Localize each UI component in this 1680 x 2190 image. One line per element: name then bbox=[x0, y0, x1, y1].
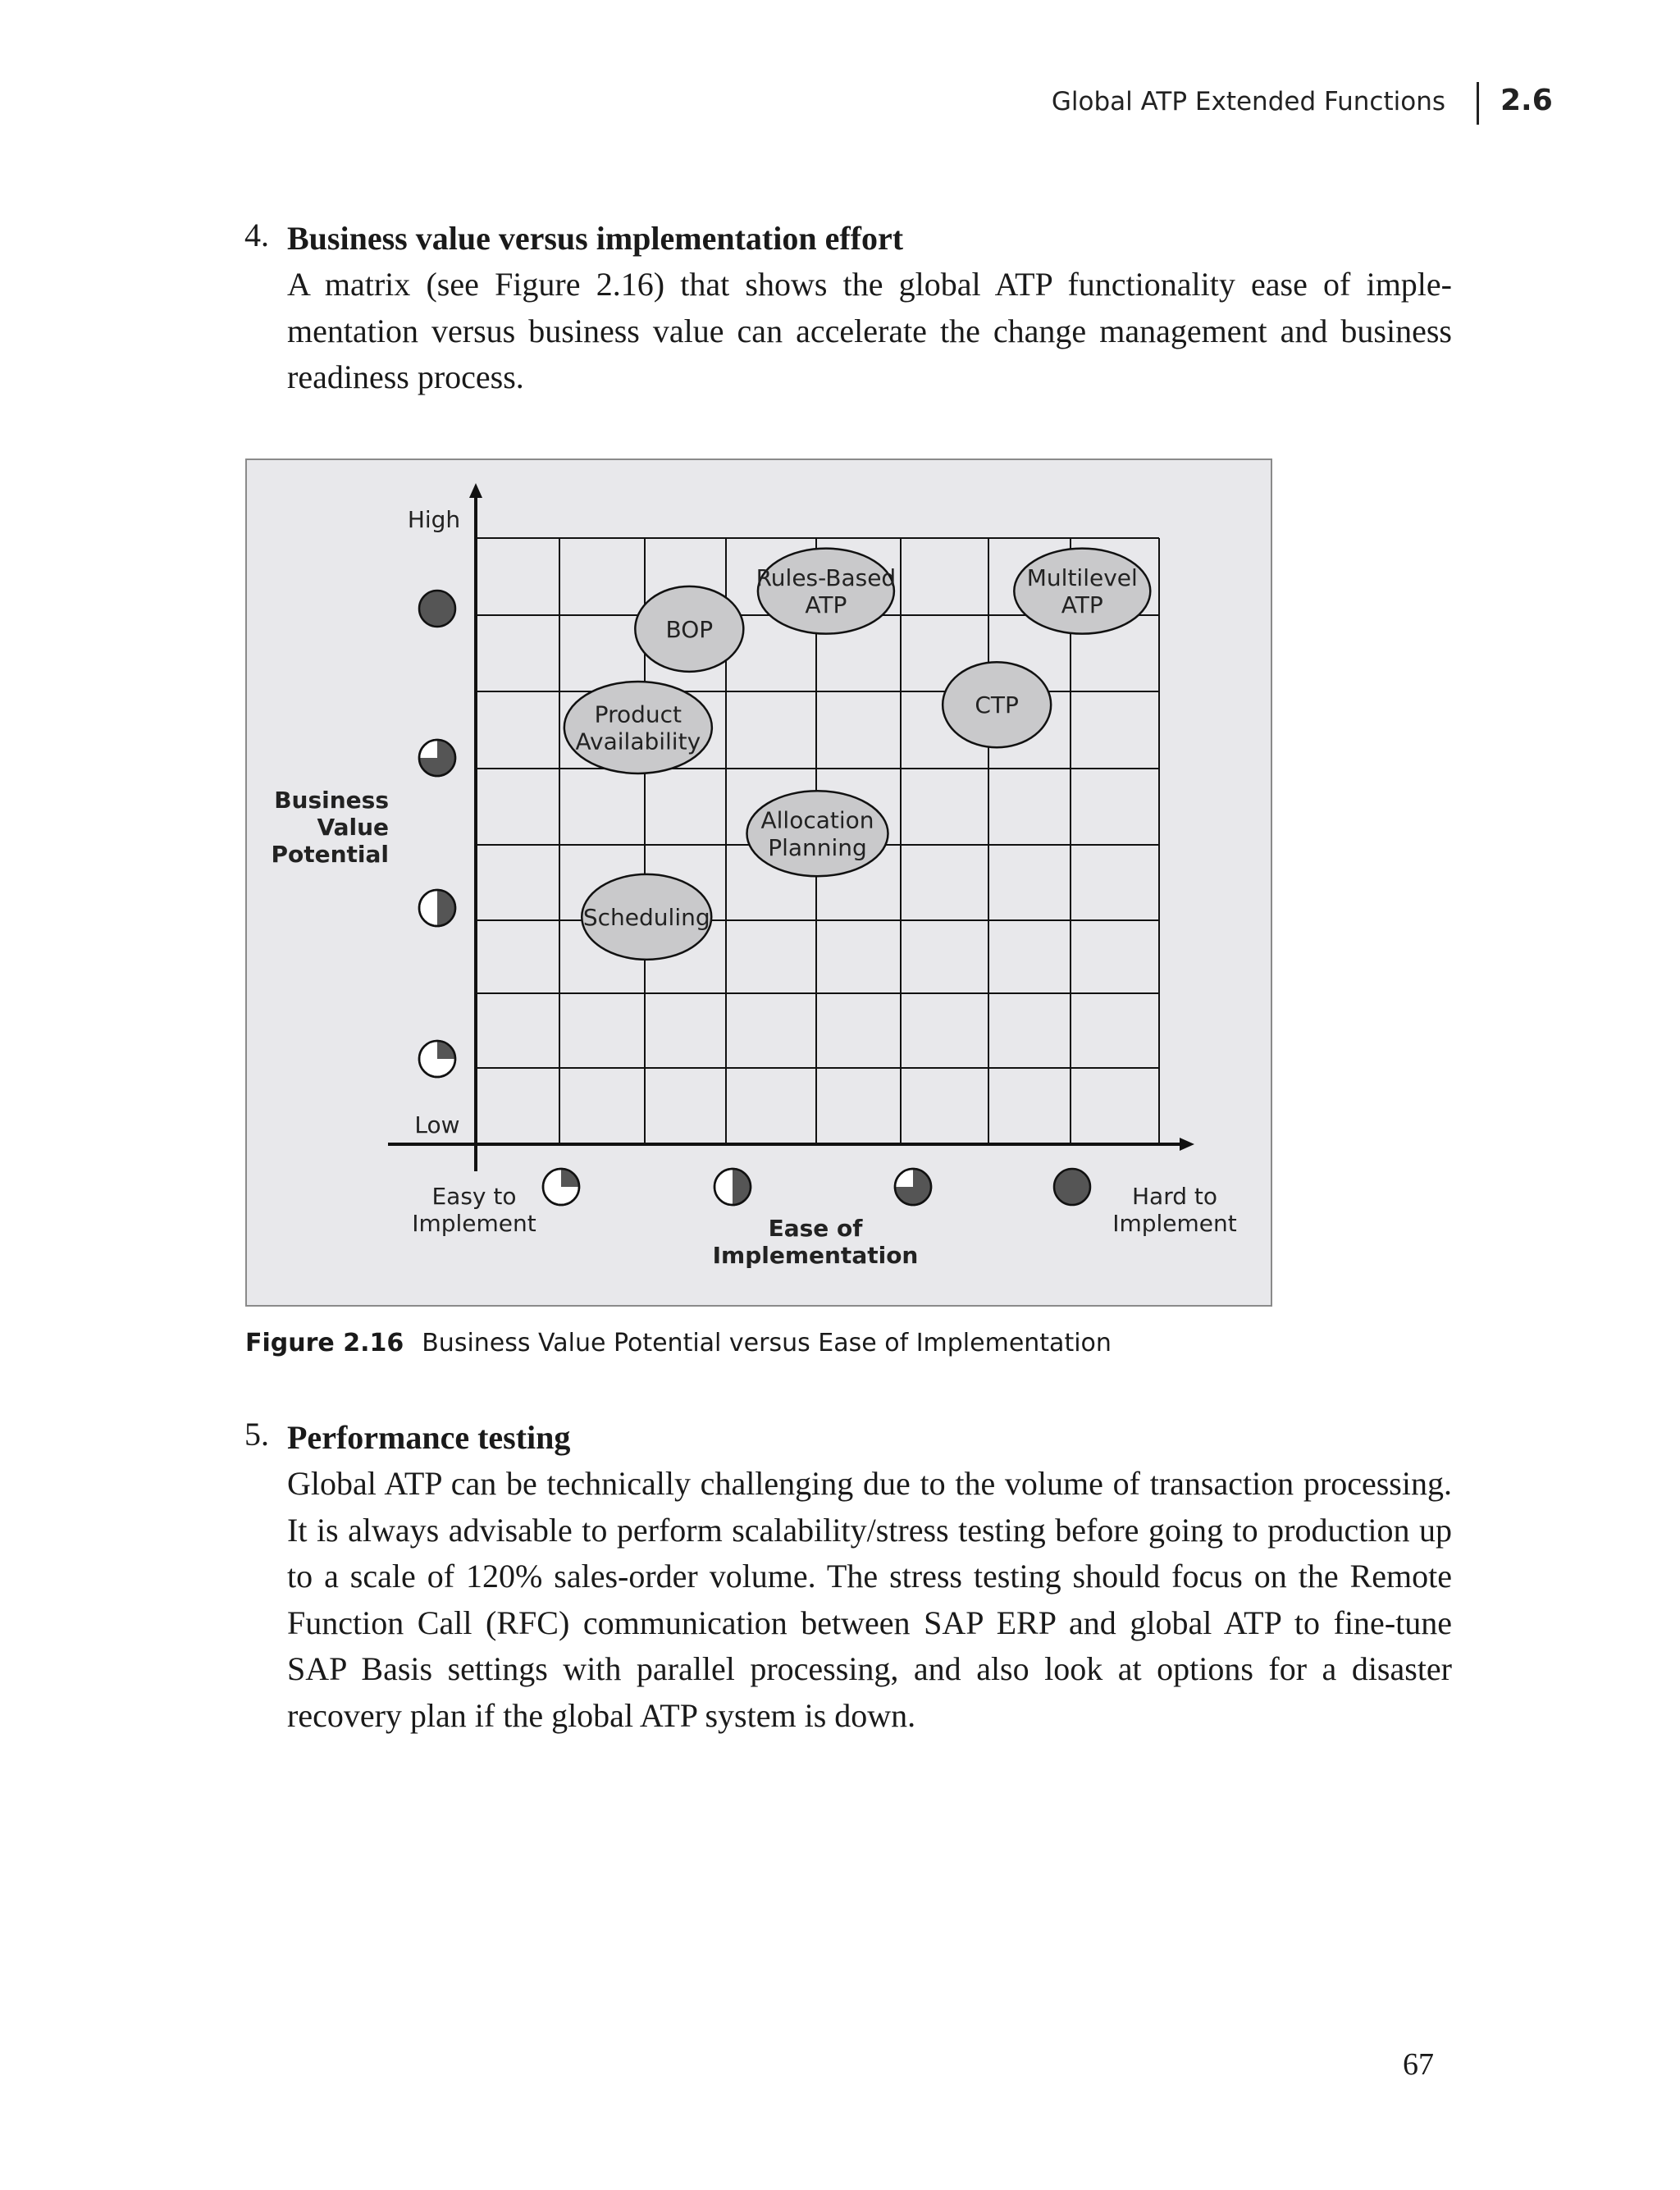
y-tick-low: Low bbox=[414, 1111, 460, 1138]
figure-caption bbox=[245, 1329, 1112, 1357]
figure-caption-text: Business Value Potential versus Ease of Implementation bbox=[422, 1329, 1112, 1357]
item-5-heading: Performance testing bbox=[287, 1419, 571, 1456]
item-4-text: A matrix (see Figure 2.16) that shows the global ATP functionality ease of imple-mentation versus business value can accelerate the change management and business readiness process. bbox=[287, 266, 1452, 395]
page-number: 67 bbox=[1403, 2047, 1434, 2082]
x-level-indicator-2 bbox=[714, 1169, 751, 1205]
bubble-label-ctp: CTP bbox=[975, 691, 1019, 719]
y-level-indicator-1 bbox=[419, 591, 455, 627]
y-axis-arrow bbox=[469, 483, 482, 498]
y-level-indicator-4 bbox=[419, 1041, 455, 1077]
item-4-heading: Business value versus implementation effort bbox=[287, 220, 904, 257]
x-level-indicator-3 bbox=[895, 1169, 931, 1205]
running-header bbox=[1050, 82, 1559, 128]
bubble-label-rules-based-atp: Rules-Based ATP bbox=[756, 564, 897, 619]
x-level-indicator-1 bbox=[543, 1169, 579, 1205]
item-5-text: Global ATP can be technically challenging due to the volume of transaction processing. It is always advisable to perform scalability/stress testing before going to production up to a scale of 120% sales-order volume. The stress testing should focus on the Remote Function Call (RFC) communication between SAP ERP and global ATP to fine-tune SAP Basis settings with parallel processing, and also look at options for a disaster recovery plan if the global ATP system is down. bbox=[287, 1465, 1452, 1734]
bubble-label-allocation-planning: Allocation Planning bbox=[760, 806, 874, 861]
bubble-label-multilevel-atp: Multilevel ATP bbox=[1026, 564, 1138, 619]
header-divider bbox=[1477, 82, 1479, 125]
bubble-label-scheduling: Scheduling bbox=[582, 903, 710, 931]
y-axis-title: Business Value Potential bbox=[271, 787, 389, 869]
x-axis-arrow bbox=[1180, 1138, 1194, 1151]
x-tick-high: Hard to Implement bbox=[1112, 1183, 1237, 1238]
y-level-indicator-3 bbox=[419, 890, 455, 926]
y-tick-high: High bbox=[407, 506, 461, 533]
item-4-number: 4. bbox=[244, 217, 269, 253]
bubble-label-bop: BOP bbox=[665, 615, 714, 643]
y-level-indicator-2 bbox=[419, 740, 455, 776]
x-axis-title: Ease of Implementation bbox=[712, 1215, 919, 1270]
figure-label: Figure 2.16 bbox=[245, 1329, 404, 1357]
value-effort-matrix bbox=[247, 460, 1274, 1308]
x-tick-low: Easy to Implement bbox=[412, 1183, 536, 1238]
x-level-indicator-4 bbox=[1054, 1169, 1090, 1205]
figure-2-16 bbox=[245, 459, 1272, 1307]
running-header-title: Global ATP Extended Functions bbox=[1051, 87, 1445, 116]
section-number: 2.6 bbox=[1500, 84, 1553, 117]
bubble-label-product-availability: Product Availability bbox=[575, 700, 701, 755]
item-5-number: 5. bbox=[244, 1416, 269, 1453]
